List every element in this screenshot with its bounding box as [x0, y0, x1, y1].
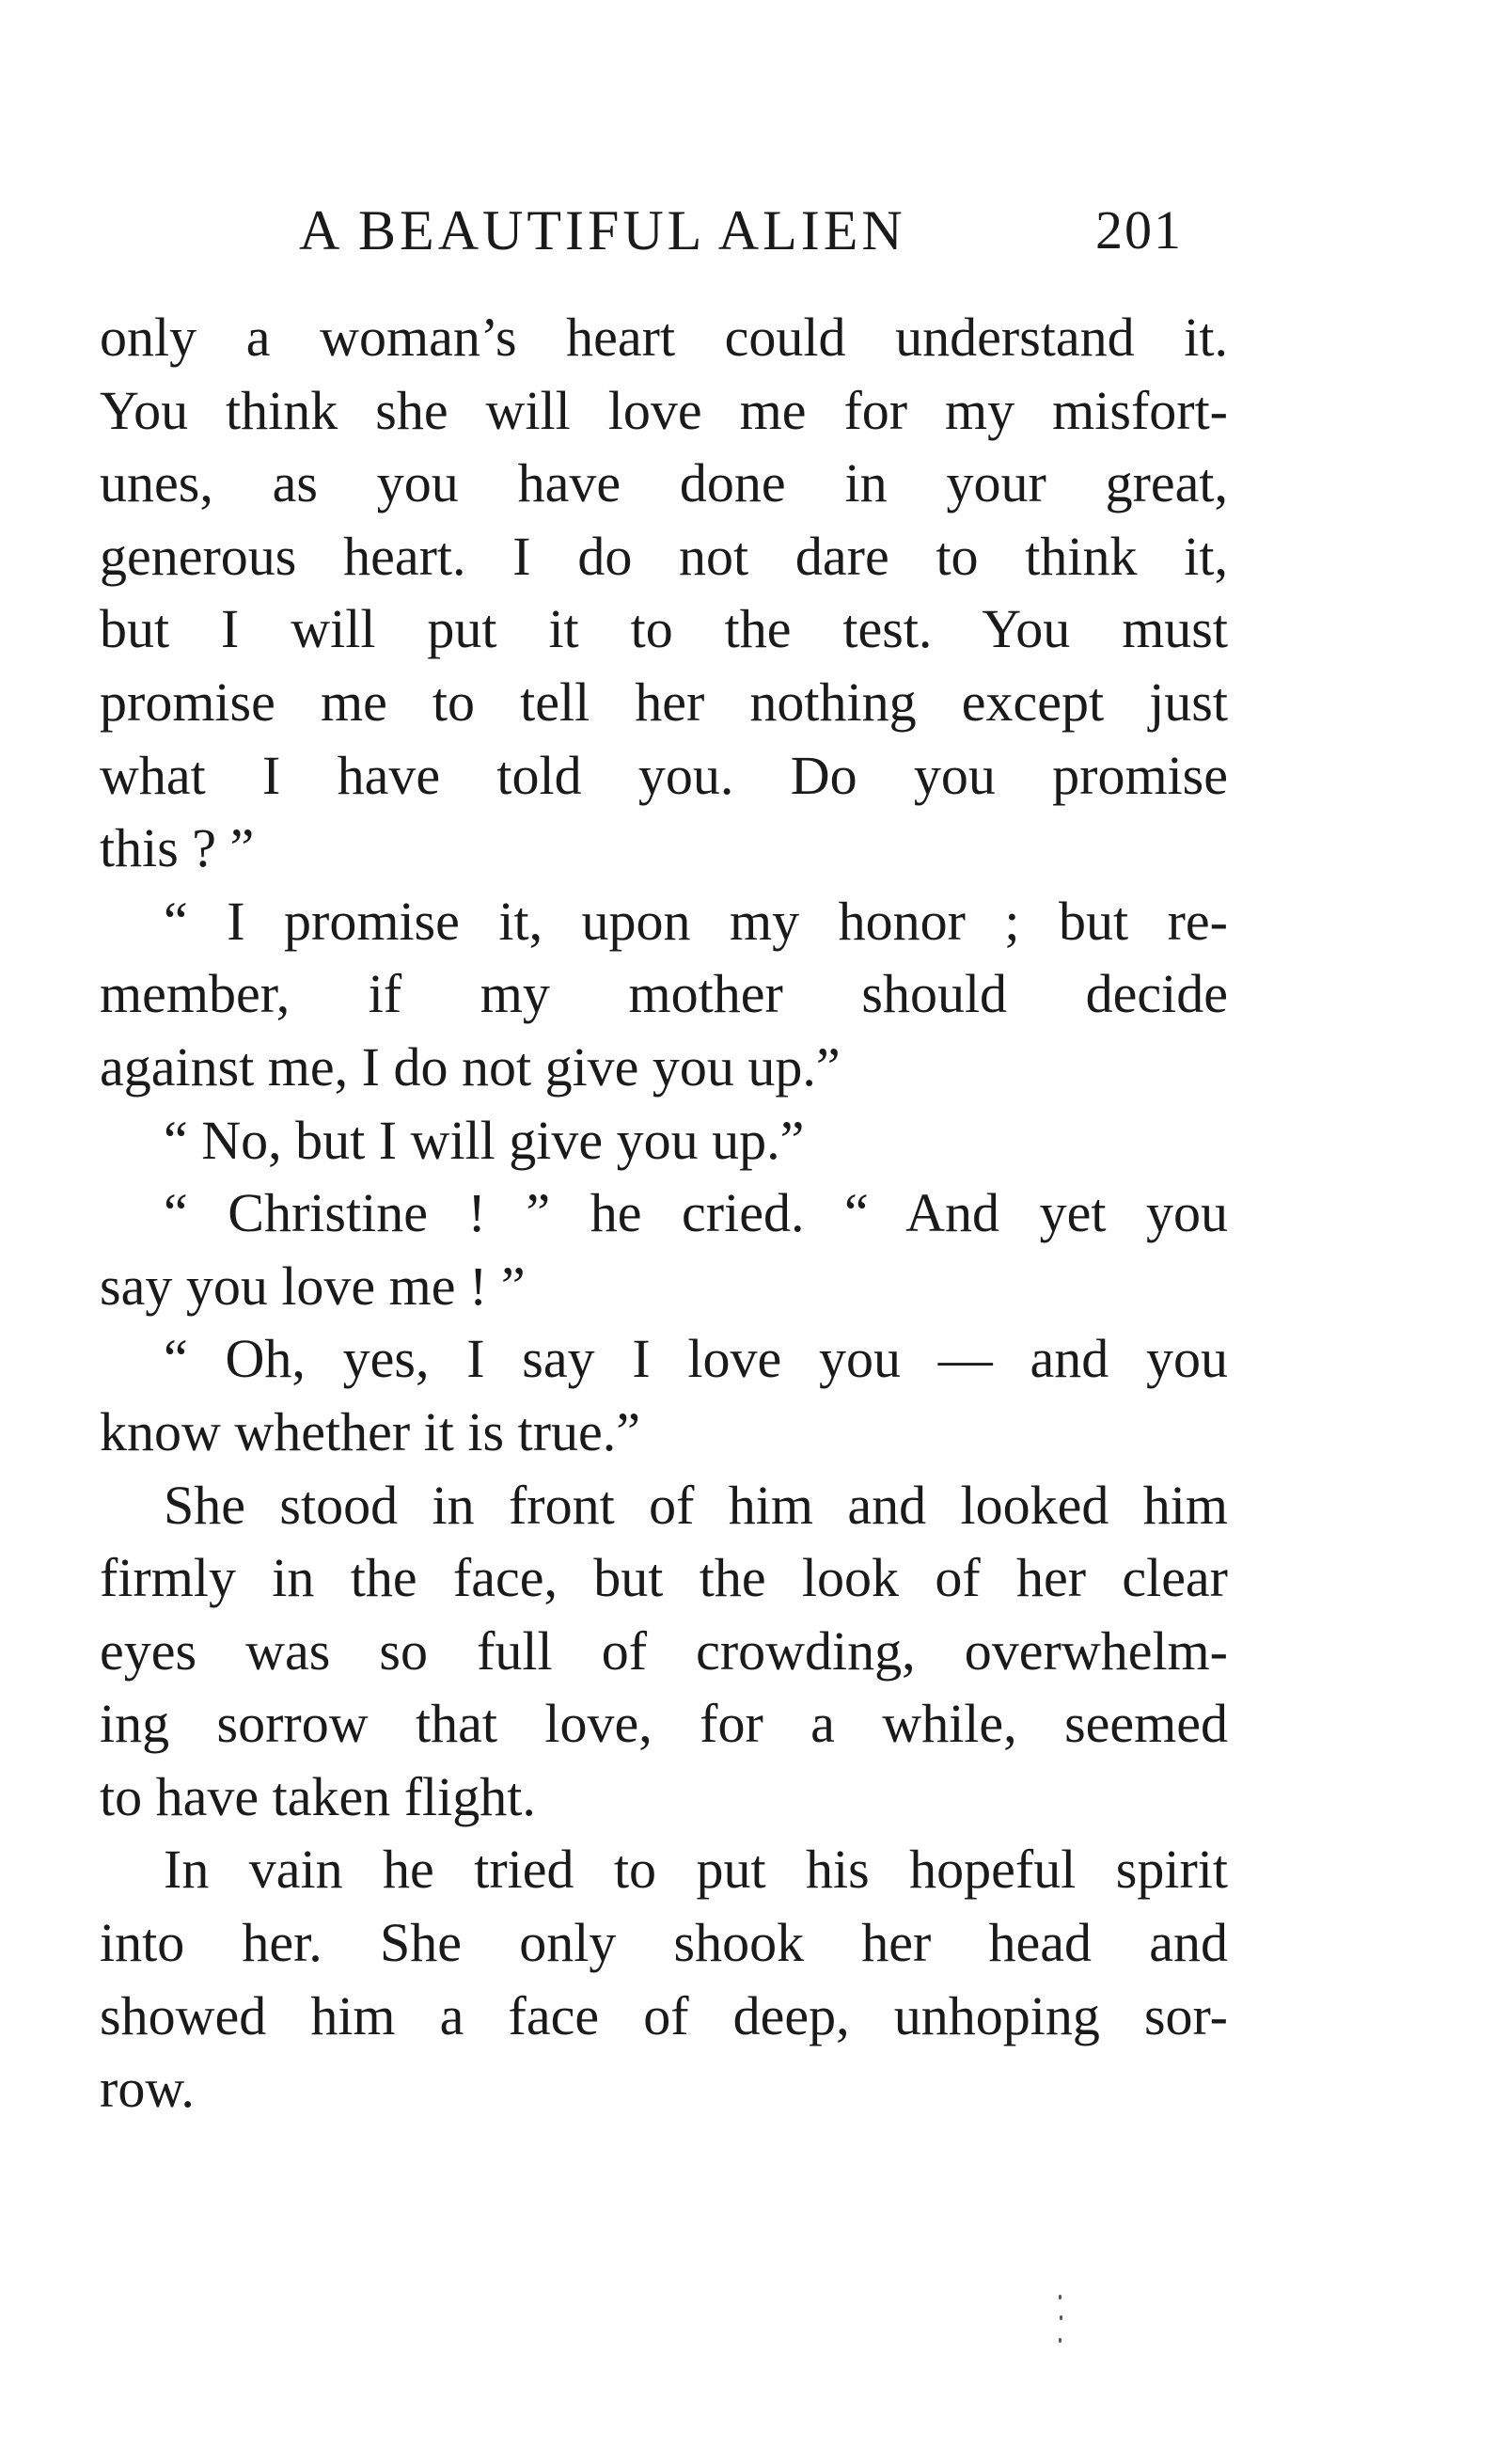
body-text — [100, 301, 1228, 2125]
text-line: In vain he tried to put his hopeful spirit — [164, 1839, 1228, 1901]
text-line: unes, as you have done in your great, — [100, 452, 1228, 514]
text-line: showed him a face of deep, unhoping sor- — [100, 1984, 1228, 2046]
text-line: promise me to tell her nothing except just — [100, 671, 1228, 733]
text-line: “ I promise it, upon my honor ; but re- — [164, 890, 1228, 952]
text-line: what I have told you. Do you promise — [100, 744, 1228, 806]
text-line: She stood in front of him and looked him — [164, 1474, 1228, 1536]
text-line: member, if my mother should decide — [100, 963, 1228, 1025]
print-specks — [1058, 2295, 1063, 2351]
text-line: to have taken flight. — [100, 1765, 536, 1827]
text-line: firmly in the face, but the look of her clear — [100, 1547, 1228, 1609]
text-line: “ Oh, yes, I say I love you — and you — [164, 1328, 1228, 1390]
text-line: say you love me ! ” — [100, 1255, 526, 1317]
text-line: but I will put it to the test. You must — [100, 598, 1228, 660]
text-line: You think she will love me for my misfort- — [100, 379, 1228, 441]
text-line: “ Christine ! ” he cried. “ And yet you — [164, 1182, 1228, 1244]
running-title: A BEAUTIFUL ALIEN — [299, 199, 906, 261]
text-line: into her. She only shook her head and — [100, 1912, 1228, 1974]
text-line: row. — [100, 2058, 195, 2120]
text-line: eyes was so full of crowding, overwhelm- — [100, 1619, 1228, 1682]
text-line: “ No, but I will give you up.” — [164, 1109, 805, 1171]
text-line: generous heart. I do not dare to think it, — [100, 525, 1228, 587]
page-number: 201 — [1095, 199, 1183, 261]
text-line: this ? ” — [100, 817, 255, 879]
text-line: know whether it is true.” — [100, 1400, 641, 1462]
text-line: ing sorrow that love, for a while, seemed — [100, 1693, 1228, 1755]
text-line: against me, I do not give you up.” — [100, 1035, 841, 1098]
text-line: only a woman’s heart could understand it. — [100, 307, 1228, 368]
